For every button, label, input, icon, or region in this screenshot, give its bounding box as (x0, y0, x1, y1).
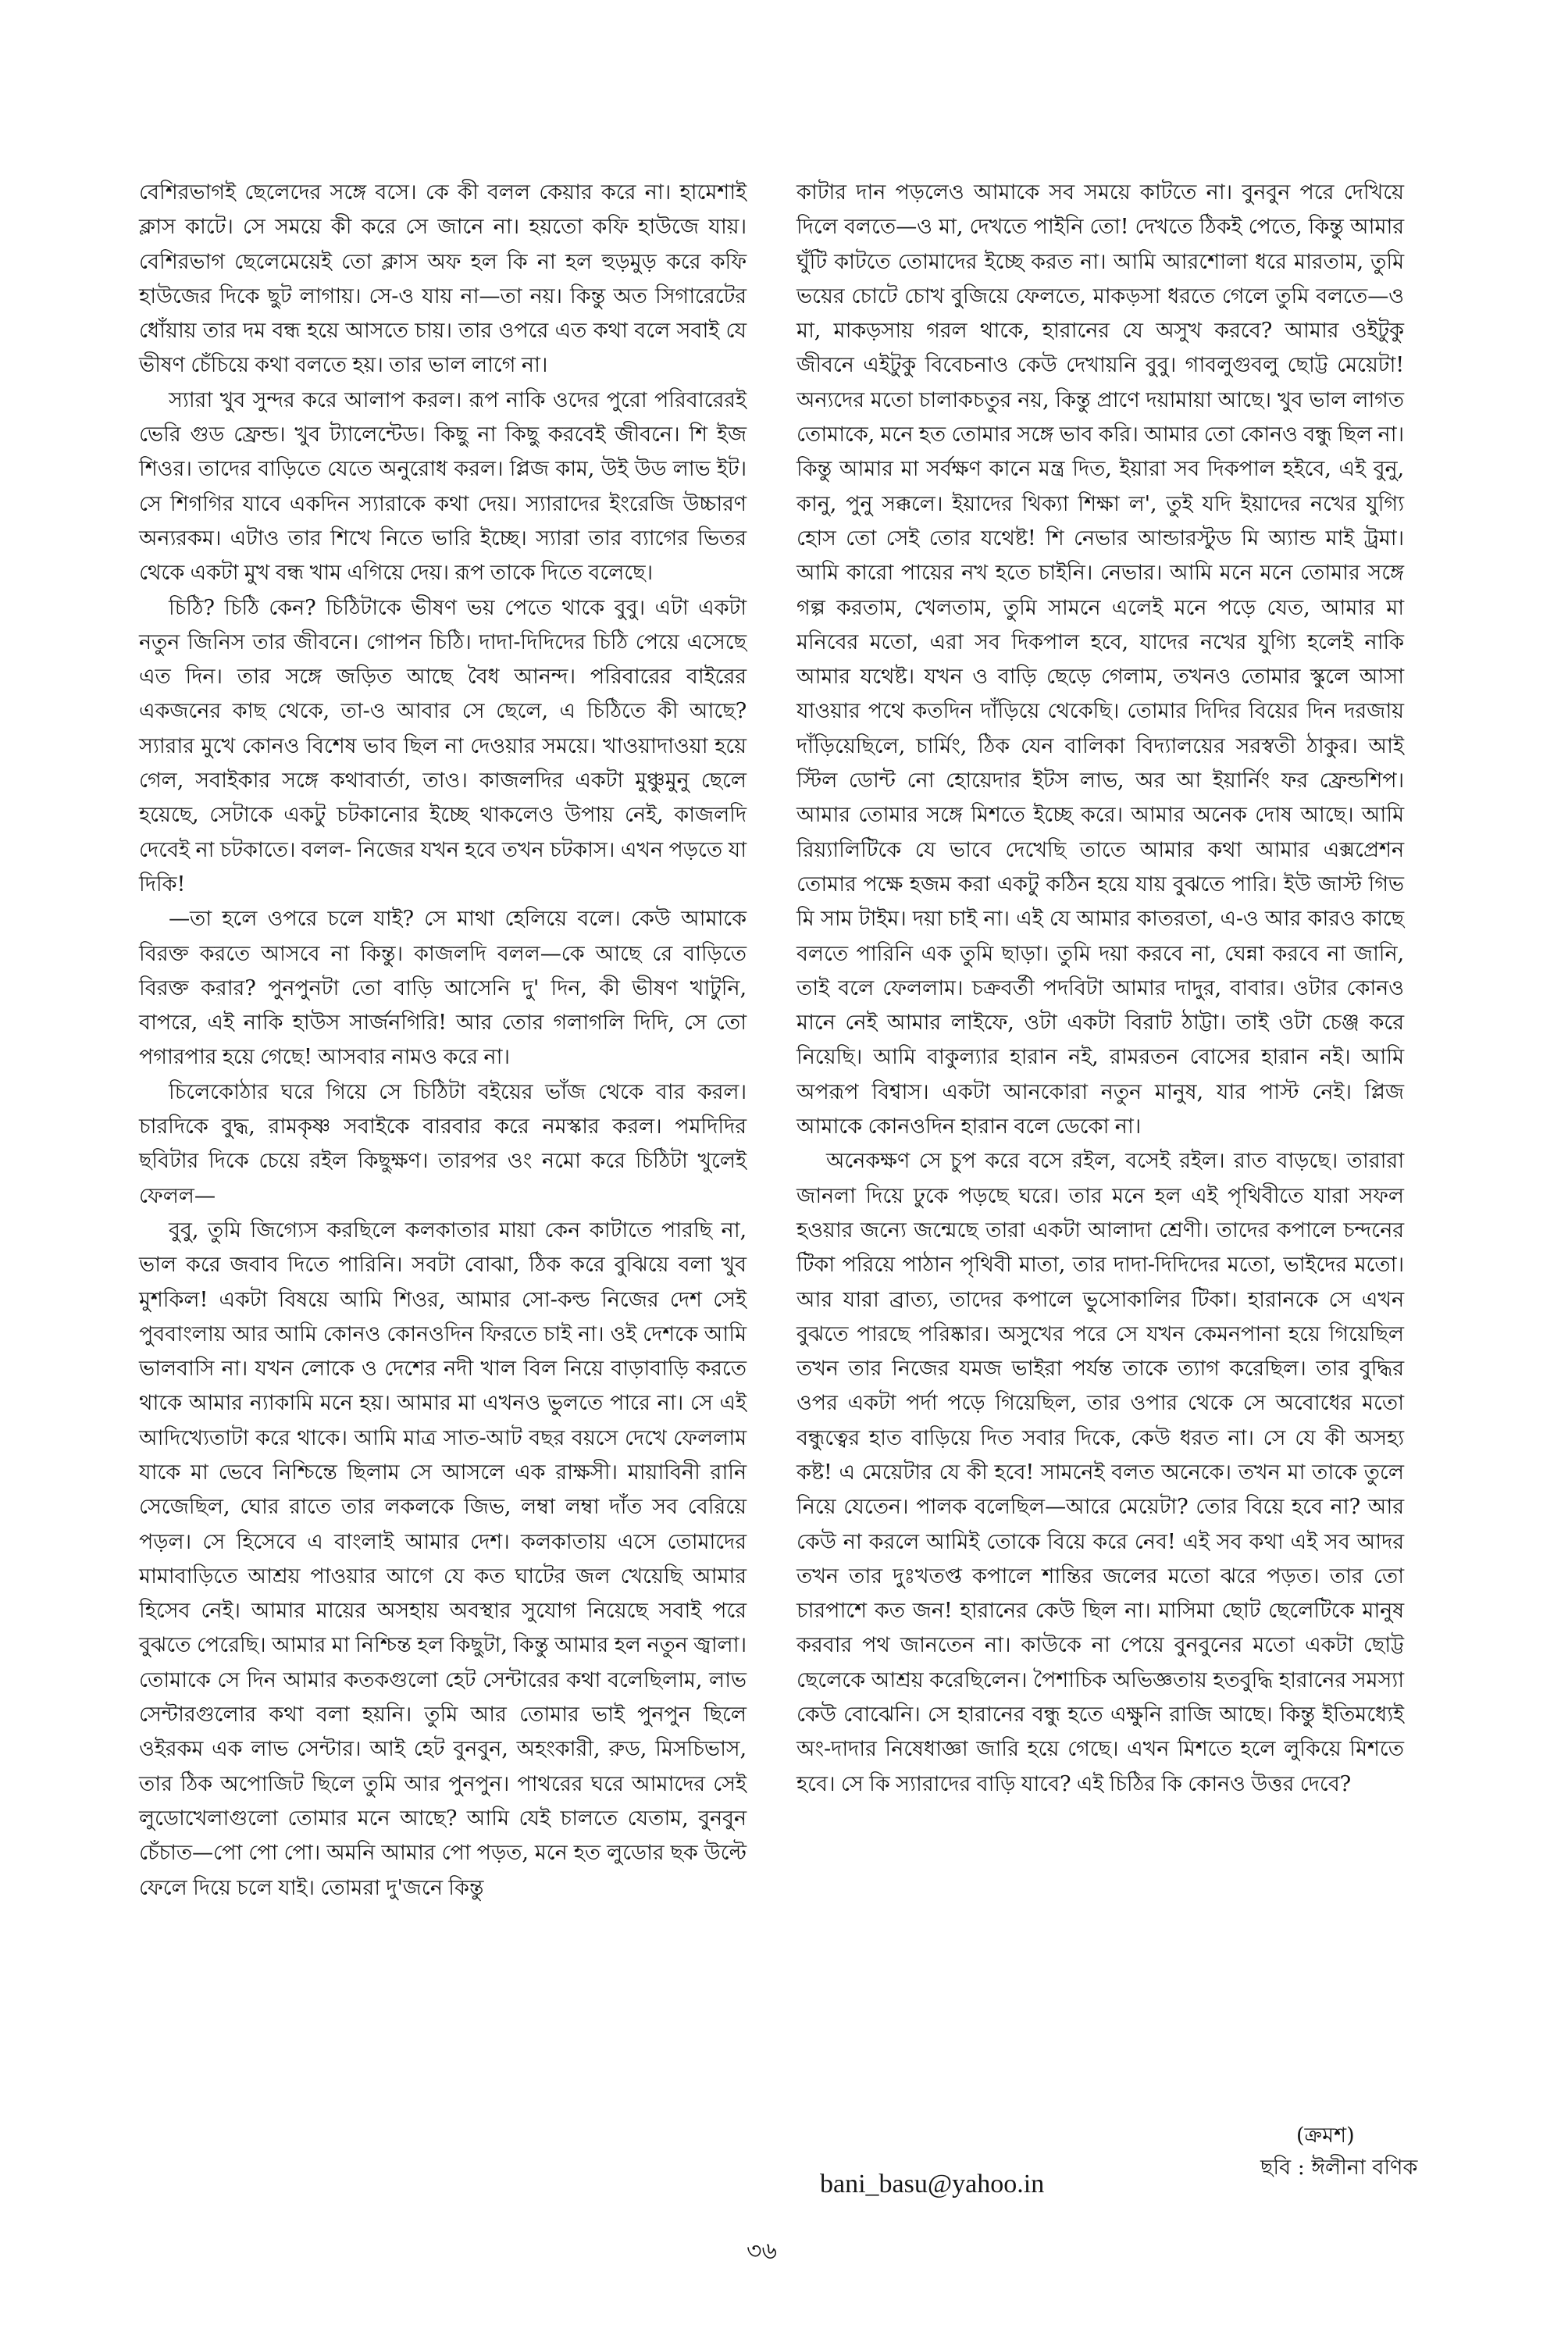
paragraph: চিঠি? চিঠি কেন? চিঠিটাকে ভীষণ ভয় পেতে থাকে বুবু। এটা একটা নতুন জিনিস তার জীবনে। গোপন চিঠি। দাদা-দিদিদের চিঠি পেয়ে এসেছে এত দিন। তার সঙ্গে জড়িত আছে বৈধ আনন্দ। পরিবারের বাইরের একজনের কাছ থেকে, তা-ও আবার সে ছেলে, এ চিঠিতে কী আছে? স্যারার মুখে কোনও বিশেষ ভাব ছিল না দেওয়ার সময়ে। খাওয়াদাওয়া হয়ে গেল, সবাইকার সঙ্গে কথাবার্তা, তাও। কাজলদির একটা মুঞ্চুমুনু ছেলে হয়েছে, সেটাকে একটু চটকানোর ইচ্ছে থাকলেও উপায় নেই, কাজলদি দেবেই না চটকাতে। বলল- নিজের যখন হবে তখন চটকাস। এখন পড়তে যা দিকি! (139, 595, 747, 897)
paragraph: কাটার দান পড়লেও আমাকে সব সময়ে কাটতে না। বুনবুন পরে দেখিয়ে দিলে বলতে—ও মা, দেখতে পাইনি তো! দেখতে ঠিকই পেতে, কিন্তু আমার ঘুঁটি কাটতে তোমাদের ইচ্ছে করত না। আমি আরশোলা ধরে মারতাম, তুমি ভয়ের চোটে চোখ বুজিয়ে ফেলতে, মাকড়সা ধরতে গেলে তুমি বলতে—ও মা, মাকড়সায় গরল থাকে, হারানের যে অসুখ করবে? আমার ওইটুকু জীবনে এইটুকু বিবেচনাও কেউ দেখায়নি বুবু। গাবলুগুবলু ছোট্ট মেয়েটা! অন্যদের মতো চালাকচতুর নয়, কিন্তু প্রাণে দয়ামায়া আছে। খুব ভাল লাগত তোমাকে, মনে হত তোমার সঙ্গে ভাব করি। আমার তো কোনও বন্ধু ছিল না। কিন্তু আমার মা সর্বক্ষণ কানে মন্ত্র দিত, ইয়ারা সব দিকপাল হইবে, এই বুনু, কানু, পুনু সক্কলে। ইয়াদের থিক্যা শিক্ষা ল', তুই যদি ইয়াদের নখের যুগ্যি হোস তো সেই তোর যথেষ্ট! শি নেভার আন্ডারস্টুড মি অ্যান্ড মাই ট্রমা। আমি কারো পায়ের নখ হতে চাইনি। নেভার। আমি মনে মনে তোমার সঙ্গে গল্প করতাম, খেলতাম, তুমি সামনে এলেই মনে পড়ে যেত, আমার মা মনিবের মতো, এরা সব দিকপাল হবে, যাদের নখের যুগ্যি হলেই নাকি আমার যথেষ্ট। যখন ও বাড়ি ছেড়ে গেলাম, তখনও তোমার স্কুলে আসা যাওয়ার পথে কতদিন দাঁড়িয়ে থেকেছি। তোমার দিদির বিয়ের দিন দরজায় দাঁড়িয়েছিলে, চার্মিং, ঠিক যেন বালিকা বিদ্যালয়ের সরস্বতী ঠাকুর। আই স্টিল ডোন্ট নো হোয়েদার ইটস লাভ, অর আ ইয়ার্নিং ফর ফ্রেন্ডশিপ। আমার তোমার সঙ্গে মিশতে ইচ্ছে করে। আমার অনেক দোষ আছে। আমি রিয়্যালিটিকে যে ভাবে দেখেছি তাতে আমার কথা আমার এক্সপ্রেশন তোমার পক্ষে হজম করা একটু কঠিন হয়ে যায় বুঝতে পারি। ইউ জাস্ট গিভ মি সাম টাইম। দয়া চাই না। এই যে আমার কাতরতা, এ-ও আর কারও কাছে বলতে পারিনি এক তুমি ছাড়া। তুমি দয়া করবে না, ঘেন্না করবে না জানি, তাই বলে ফেললাম। চক্রবর্তী পদবিটা আমার দাদুর, বাবার। ওটার কোনও মানে নেই আমার লাইফে, ওটা একটা বিরাট ঠাট্টা। তাই ওটা চেঞ্জ করে নিয়েছি। আমি বাকুল্যার হারান নই, রামরতন বোসের হারান নই। আমি অপরূপ বিশ্বাস। একটা আনকোরা নতুন মানুষ, যার পাস্ট নেই। প্লিজ আমাকে কোনওদিন হারান বলে ডেকো না। (796, 180, 1404, 1139)
paragraph: বুবু, তুমি জিগ্যেস করছিলে কলকাতার মায়া কেন কাটাতে পারছি না, ভাল করে জবাব দিতে পারিনি। সবটা বোঝা, ঠিক করে বুঝিয়ে বলা খুব মুশকিল! একটা বিষয়ে আমি শিওর, আমার সো-কল্ড নিজের দেশ সেই পুববাংলায় আর আমি কোনও কোনওদিন ফিরতে চাই না। ওই দেশকে আমি ভালবাসি না। যখন লোকে ও দেশের নদী খাল বিল নিয়ে বাড়াবাড়ি করতে থাকে আমার ন্যাকামি মনে হয়। আমার মা এখনও ভুলতে পারে না। সে এই আদিখ্যেতাটা করে থাকে। আমি মাত্র সাত-আট বছর বয়সে দেখে ফেললাম যাকে মা ভেবে নিশ্চিন্তে ছিলাম সে আসলে এক রাক্ষসী। মায়াবিনী রানি সেজেছিল, ঘোর রাতে তার লকলকে জিভ, লম্বা লম্বা দাঁত সব বেরিয়ে পড়ল। সে হিসেবে এ বাংলাই আমার দেশ। কলকাতায় এসে তোমাদের মামাবাড়িতে আশ্রয় পাওয়ার আগে যে কত ঘাটের জল খেয়েছি আমার হিসেব নেই। আমার মায়ের অসহায় অবস্থার সুযোগ নিয়েছে সবাই পরে বুঝতে পেরেছি। আমার মা নিশ্চিন্ত হল কিছুটা, কিন্তু আমার হল নতুন জ্বালা। তোমাকে সে দিন আমার কতকগুলো হেট সেন্টারের কথা বলেছিলাম, লাভ সেন্টারগুলোর কথা বলা হয়নি। তুমি আর তোমার ভাই পুনপুন ছিলে ওইরকম এক লাভ সেন্টার। আই হেট বুনবুন, অহংকারী, রুড, মিসচিভাস, তার ঠিক অপোজিট ছিলে তুমি আর পুনপুন। পাথরের ঘরে আমাদের সেই লুডোখেলাগুলো তোমার মনে আছে? আমি যেই চালতে যেতাম, বুনবুন চেঁচাত—পো পো পো। অমনি আমার পো পড়ত, মনে হত লুডোর ছক উল্টে ফেলে দিয়ে চলে যাই। তোমরা দু'জনে কিন্তু (139, 1218, 747, 1900)
to-be-continued-label: (ক্রমশ) (1296, 2124, 1355, 2148)
illustration-credit: ছবি : ঈলীনা বণিক (1260, 2156, 1418, 2180)
paragraph: —তা হলে ওপরে চলে যাই? সে মাথা হেলিয়ে বলে। কেউ আমাকে বিরক্ত করতে আসবে না কিন্তু। কাজলদি বলল—কে আছে রে বাড়িতে বিরক্ত করার? পুনপুনটা তো বাড়ি আসেনি দু' দিন, কী ভীষণ খাটুনি, বাপরে, এই নাকি হাউস সার্জনগিরি! আর তোর গলাগলি দিদি, সে তো পগারপার হয়ে গেছে! আসবার নামও করে না। (139, 907, 747, 1070)
paragraph: বেশিরভাগই ছেলেদের সঙ্গে বসে। কে কী বলল কেয়ার করে না। হামেশাই ক্লাস কাটে। সে সময়ে কী করে সে জানে না। হয়তো কফি হাউজে যায়। বেশিরভাগ ছেলেমেয়েই তো ক্লাস অফ হল কি না হল হুড়মুড় করে কফি হাউজের দিকে ছুট লাগায়। সে-ও যায় না—তা নয়। কিন্তু অত সিগারেটের ধোঁয়ায় তার দম বন্ধ হয়ে আসতে চায়। তার ওপরে এত কথা বলে সবাই যে ভীষণ চেঁচিয়ে কথা বলতে হয়। তার ভাল লাগে না। (139, 180, 747, 378)
paragraph: স্যারা খুব সুন্দর করে আলাপ করল। রূপ নাকি ওদের পুরো পরিবারেরই ভেরি গুড ফ্রেন্ড। খুব ট্যালেন্টেড। কিছু না কিছু করবেই জীবনে। শি ইজ শিওর। তাদের বাড়িতে যেতে অনুরোধ করল। প্লিজ কাম, উই উড লাভ ইট। সে শিগগির যাবে একদিন স্যারাকে কথা দেয়। স্যারাদের ইংরেজি উচ্চারণ অন্যরকম। এটাও তার শিখে নিতে ভারি ইচ্ছে। স্যারা তার ব্যাগের ভিতর থেকে একটা মুখ বন্ধ খাম এগিয়ে দেয়। রূপ তাকে দিতে বলেছে। (139, 387, 747, 586)
paragraph: অনেকক্ষণ সে চুপ করে বসে রইল, বসেই রইল। রাত বাড়ছে। তারারা জানলা দিয়ে ঢুকে পড়ছে ঘরে। তার মনে হল এই পৃথিবীতে যারা সফল হওয়ার জন্যে জন্মেছে তারা একটা আলাদা শ্রেণী। তাদের কপালে চন্দনের টিকা পরিয়ে পাঠান পৃথিবী মাতা, তার দাদা-দিদিদের মতো, ভাইদের মতো। আর যারা ব্রাত্য, তাদের কপালে ভুসোকালির টিকা। হারানকে সে এখন বুঝতে পারছে পরিষ্কার। অসুখের পরে সে যখন কেমনপানা হয়ে গিয়েছিল তখন তার নিজের যমজ ভাইরা পর্যন্ত তাকে ত্যাগ করেছিল। তার বুদ্ধির ওপর একটা পর্দা পড়ে গিয়েছিল, তার ওপার থেকে সে অবোধের মতো বন্ধুত্বের হাত বাড়িয়ে দিত সবার দিকে, কেউ ধরত না। সে যে কী অসহ্য কষ্ট! এ মেয়েটার যে কী হবে! সামনেই বলত অনেকে। তখন মা তাকে তুলে নিয়ে যেতেন। পালক বলেছিল—আরে মেয়েটা? তোর বিয়ে হবে না? আর কেউ না করলে আমিই তোকে বিয়ে করে নেব! এই সব কথা এই সব আদর তখন তার দুঃখতপ্ত কপালে শান্তির জলের মতো ঝরে পড়ত। তার তো চারপাশে কত জন! হারানের কেউ ছিল না। মাসিমা ছোট ছেলেটিকে মানুষ করবার পথ জানতেন না। কাউকে না পেয়ে বুনবুনের মতো একটা ছোট্ট ছেলেকে আশ্রয় করেছিলেন। পৈশাচিক অভিজ্ঞতায় হতবুদ্ধি হারানের সমস্যা কেউ বোঝেনি। সে হারানের বন্ধু হতে এক্ষুনি রাজি আছে। কিন্তু ইতিমধ্যেই অং-দাদার নিষেধাজ্ঞা জারি হয়ে গেছে। এখন মিশতে হলে লুকিয়ে মিশতে হবে। সে কি স্যারাদের বাড়ি যাবে? এই চিঠির কি কোনও উত্তর দেবে? (796, 1149, 1404, 1796)
paragraph: চিলেকোঠার ঘরে গিয়ে সে চিঠিটা বইয়ের ভাঁজ থেকে বার করল। চারদিকে বুদ্ধ, রামকৃষ্ণ সবাইকে বারবার করে নমস্কার করল। পমদিদির ছবিটার দিকে চেয়ে রইল কিছুক্ষণ। তারপর ওং নমো করে চিঠিটা খুলেই ফেলল— (139, 1079, 747, 1208)
page-number: ৩৬ (747, 2238, 778, 2265)
left-text-column (139, 176, 747, 1906)
right-text-column (796, 176, 1404, 1802)
author-email: bani_basu@yahoo.in (820, 2170, 1045, 2198)
